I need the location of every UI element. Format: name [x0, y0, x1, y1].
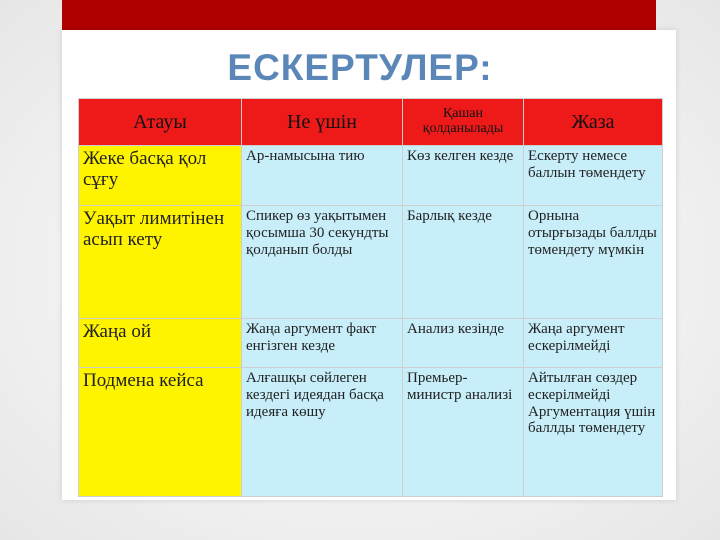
- table-header-row: [79, 99, 663, 146]
- cell-why: Алғашқы сөйлеген кездегі идеядан басқа идеяға көшу: [242, 368, 403, 497]
- cell-name: Подмена кейса: [79, 368, 242, 497]
- table-row: [79, 368, 663, 497]
- cell-when: Барлық кезде: [403, 206, 524, 319]
- cell-why: Жаңа аргумент факт енгізген кезде: [242, 319, 403, 368]
- cell-name: Жаңа ой: [79, 319, 242, 368]
- cell-name: Уақыт лимитінен асып кету: [79, 206, 242, 319]
- header-why: Не үшін: [242, 99, 403, 146]
- slide-title: ЕСКЕРТУЛЕР:: [227, 47, 493, 88]
- cell-why: Спикер өз уақытымен қосымша 30 секундты қолданып болды: [242, 206, 403, 319]
- header-name: Атауы: [79, 99, 242, 146]
- header-penalty: Жаза: [524, 99, 663, 146]
- table-row: [79, 146, 663, 206]
- rules-table: [78, 98, 663, 497]
- table-row: [79, 319, 663, 368]
- cell-penalty: Жаңа аргумент ескерілмейді: [524, 319, 663, 368]
- cell-why: Ар-намысына тию: [242, 146, 403, 206]
- header-when: Қашан қолданылады: [403, 99, 524, 146]
- cell-penalty: Айтылған сөздер ескерілмейді Аргументация үшін баллды төмендету: [524, 368, 663, 497]
- cell-when: Премьер-министр анализі: [403, 368, 524, 497]
- table-row: [79, 206, 663, 319]
- cell-when: Көз келген кезде: [403, 146, 524, 206]
- top-accent-bar: [62, 0, 656, 30]
- cell-penalty: Орнына отырғызады баллды төмендету мүмкін: [524, 206, 663, 319]
- cell-name: Жеке басқа қол сұғу: [79, 146, 242, 206]
- cell-when: Анализ кезінде: [403, 319, 524, 368]
- cell-penalty: Ескерту немесе баллын төмендету: [524, 146, 663, 206]
